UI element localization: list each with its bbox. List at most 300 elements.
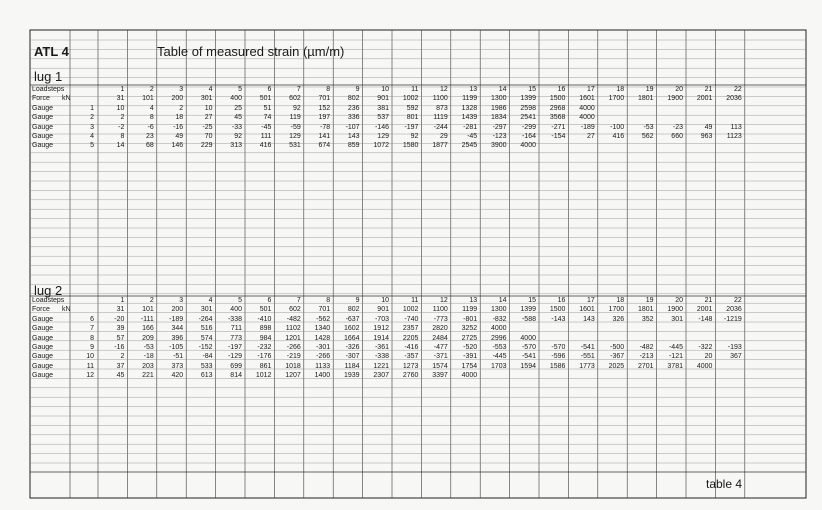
table-cell: 1439 [461,114,478,122]
table-cell: 1602 [344,325,360,333]
row-label: Loadsteps [32,297,65,304]
table-cell: -18 [143,353,154,361]
table-cell: 92 [410,133,419,140]
table-cell: 3252 [461,325,478,333]
table-cell: 1594 [520,362,536,370]
table-cell: -301 [316,344,331,351]
table-cell: -445 [668,344,683,351]
table-cell: -570 [551,344,566,351]
table-cell: 1700 [608,306,625,314]
table-cell: -176 [257,353,272,361]
sheet-id: ATL 4 [34,44,69,59]
row-label: Gauge [32,353,54,361]
table-cell: 701 [318,95,331,103]
table-cell: 92 [292,104,301,112]
table-cell: -45 [467,133,478,140]
table-cell: -53 [143,344,154,351]
table-cell: -271 [551,123,566,131]
table-cell: 814 [230,372,242,380]
table-cell: 1300 [491,95,507,103]
table-cell: 2 [120,353,125,361]
table-cell: 2036 [726,306,742,314]
table-cell: -148 [698,315,713,323]
table-cell: 1801 [638,95,654,103]
table-cell: 2 [120,114,125,122]
table-cell: 859 [347,142,360,150]
table-cell: 9 [355,297,360,304]
table-cell: -53 [643,123,654,131]
table-cell: 200 [171,95,184,103]
table-cell: -189 [169,315,184,323]
table-cell: -264 [198,315,213,323]
table-cell: 336 [347,114,360,122]
table-cell: 1123 [726,133,742,140]
table-cell: 101 [142,306,154,314]
table-cell: 209 [142,334,154,342]
table-cell: 57 [116,334,125,342]
table-cell: -266 [316,353,331,361]
table-cell: 1002 [402,95,419,103]
table-cell: 2 [179,104,184,112]
table-cell: 2760 [402,372,419,380]
table-cell: 17 [586,86,595,93]
table-cell: 3 [179,86,184,93]
table-cell: 701 [318,306,331,314]
table-cell: 1 [120,297,125,304]
table-cell: 416 [612,133,625,140]
table-cell: 4000 [520,142,536,150]
table-cell: 2820 [432,325,448,333]
table-cell: -51 [173,353,184,361]
table-cell: -266 [286,344,301,351]
table-cell: 1574 [432,362,448,370]
section-heading: lug 2 [34,283,63,298]
table-cell: 1700 [608,95,625,103]
section-heading: lug 1 [34,69,63,84]
table-cell: 143 [347,133,360,140]
table-cell: -152 [198,344,213,351]
table-cell: -2 [118,123,125,131]
table-cell: -326 [345,344,360,351]
table-cell: 49 [704,123,713,131]
table-cell: 19 [645,297,654,304]
table-cell: 20 [675,297,683,304]
table-cell: -213 [639,353,654,361]
table-cell: 373 [171,362,184,370]
table-cell: 2 [149,297,154,304]
table-cell: 4000 [579,114,595,122]
table-cell: 2 [149,86,154,93]
table-cell: 113 [730,123,742,131]
gauge-number: 6 [90,315,94,323]
table-cell: 1801 [638,306,654,314]
table-cell: 4 [208,86,213,93]
table-cell: 1100 [432,306,448,314]
table-cell: 1601 [579,306,595,314]
table-cell: 4000 [579,104,595,112]
table-cell: -45 [261,123,272,131]
table-cell: 8 [120,133,125,140]
table-cell: 1834 [491,114,507,122]
table-cell: -801 [463,315,478,323]
row-label: Gauge [32,372,54,380]
table-cell: -500 [610,344,625,351]
table-cell: 10 [381,86,389,93]
table-cell: 1586 [549,362,566,370]
gauge-number: 11 [86,362,94,370]
table-cell: 1273 [402,362,419,370]
table-cell: 301 [200,306,213,314]
table-cell: 10 [381,297,389,304]
table-cell: 313 [230,142,242,150]
table-cell: 49 [175,133,184,140]
table-cell: 20 [704,353,713,361]
gauge-number: 4 [90,133,94,140]
table-cell: 31 [116,306,125,314]
table-cell: 537 [377,114,389,122]
table-cell: 2968 [549,104,566,112]
table-cell: 773 [230,334,242,342]
table-cell: -111 [140,315,154,323]
table-cell: -562 [316,315,331,323]
table-cell: 92 [234,133,242,140]
table-cell: 166 [142,325,154,333]
table-cell: 301 [200,95,213,103]
table-cell: -637 [345,315,360,323]
gauge-number: 9 [90,344,94,351]
table-cell: 1773 [579,362,595,370]
table-cell: 592 [406,104,419,112]
table-cell: 4000 [461,372,478,380]
table-cell: 301 [671,315,683,323]
table-cell: -391 [463,353,478,361]
gauge-number: 5 [90,142,94,150]
table-cell: 613 [200,372,213,380]
table-caption: table 4 [706,477,743,491]
table-cell: 2025 [608,362,625,370]
table-cell: 381 [377,104,389,112]
table-cell: 1580 [402,142,419,150]
table-cell: 45 [116,372,125,380]
table-cell: 21 [704,297,713,304]
table-cell: -84 [202,353,213,361]
table-cell: 15 [528,86,536,93]
table-cell: 1914 [373,334,389,342]
table-cell: 11 [411,297,419,304]
table-cell: 516 [200,325,213,333]
table-cell: 45 [234,114,242,122]
table-cell: 963 [700,133,713,140]
table-cell: -59 [290,123,301,131]
table-cell: 3900 [491,142,507,150]
table-cell: 1428 [314,334,331,342]
table-cell: 1328 [461,104,478,112]
table-cell: -197 [404,123,419,131]
gauge-number: 12 [86,372,94,380]
table-cell: 1102 [285,325,301,333]
row-label: Force [32,306,50,314]
row-label: Gauge [32,104,54,112]
table-cell: -338 [227,315,242,323]
table-cell: -25 [202,123,213,131]
gauge-number: 3 [90,123,94,131]
table-cell: -16 [173,123,184,131]
table-cell: 16 [557,86,566,93]
table-cell: 1939 [344,372,360,380]
table-cell: 14 [498,86,507,93]
table-cell: 18 [616,297,625,304]
table-cell: -541 [521,353,536,361]
table-cell: 70 [204,133,213,140]
table-cell: 5 [238,297,242,304]
table-cell: -33 [231,123,242,131]
table-cell: 101 [142,95,154,103]
table-cell: 20 [675,86,683,93]
table-cell: 901 [377,95,389,103]
table-cell: 344 [171,325,184,333]
table-cell: 873 [436,104,448,112]
table-cell: 22 [733,86,742,93]
table-cell: 2541 [520,114,536,122]
table-cell: -16 [114,344,125,351]
table-cell: 1201 [285,334,301,342]
table-cell: -23 [672,123,683,131]
table-cell: -551 [580,353,595,361]
table-cell: 7 [296,86,301,93]
table-cell: 1018 [285,362,301,370]
table-cell: 1986 [491,104,507,112]
table-cell: 152 [318,104,331,112]
table-cell: -143 [551,315,566,323]
table-cell: 141 [318,133,331,140]
table-cell: 68 [145,142,154,150]
table-cell: 1012 [255,372,272,380]
table-cell: 13 [469,297,478,304]
table-cell: 1184 [344,362,360,370]
table-cell: 1900 [667,306,683,314]
table-cell: -121 [668,353,683,361]
table-cell: 2205 [402,334,419,342]
table-cell: 23 [145,133,154,140]
table-cell: 2357 [402,325,419,333]
table-cell: 352 [641,315,654,323]
table-cell: 400 [230,95,242,103]
table-cell: 14 [116,142,125,150]
table-cell: 19 [645,86,654,93]
table-cell: 14 [498,297,507,304]
table-cell: 1221 [373,362,389,370]
gauge-number: 2 [90,114,94,122]
table-cell: 420 [171,372,184,380]
table-cell: -154 [551,133,566,140]
table-cell: -281 [463,123,478,131]
table-cell: 6 [267,86,272,93]
gauge-number: 1 [90,104,94,112]
table-cell: -123 [492,133,507,140]
table-cell: 2001 [696,306,713,314]
row-label: Gauge [32,123,54,131]
table-cell: -129 [227,353,242,361]
table-cell: -541 [580,344,595,351]
table-cell: 17 [586,297,595,304]
table-cell: 2701 [638,362,654,370]
table-cell: 802 [347,306,360,314]
table-cell: 18 [175,114,184,122]
table-cell: 326 [612,315,625,323]
table-cell: 802 [347,95,360,103]
table-cell: 367 [730,353,742,361]
table-cell: 10 [204,104,213,112]
row-label: Gauge [32,133,54,140]
row-label: Gauge [32,362,54,370]
table-cell: -773 [433,315,448,323]
table-cell: 1664 [344,334,360,342]
table-cell: 1100 [432,95,448,103]
table-cell: -107 [345,123,360,131]
table-cell: 11 [411,86,419,93]
table-cell: 236 [347,104,360,112]
row-unit: kN [62,95,71,103]
table-cell: 1133 [315,362,331,370]
table-cell: 229 [200,142,213,150]
row-label: Gauge [32,315,54,323]
table-cell: 1703 [491,362,507,370]
table-cell: -244 [433,123,448,131]
table-cell: 15 [528,297,536,304]
table-cell: -371 [433,353,448,361]
table-cell: 4000 [696,362,713,370]
table-cell: 37 [116,362,125,370]
table-cell: 660 [671,133,683,140]
table-cell: 1500 [549,306,566,314]
row-label: Gauge [32,142,54,150]
table-cell: 898 [259,325,272,333]
table-cell: 1207 [285,372,301,380]
table-cell: 8 [326,86,331,93]
table-cell: 2598 [520,104,536,112]
page-title: Table of measured strain (µm/m) [157,44,345,59]
table-cell: 25 [234,104,242,112]
table-cell: -193 [727,344,742,351]
table-cell: 1912 [373,325,389,333]
table-cell: 2725 [461,334,478,342]
table-cell: 400 [230,306,242,314]
row-label: Gauge [32,334,54,342]
table-cell: 6 [267,297,272,304]
table-cell: -189 [580,123,595,131]
table-cell: 1002 [402,306,419,314]
table-cell: -338 [374,353,389,361]
table-cell: 861 [259,362,272,370]
table-cell: 27 [586,133,595,140]
gauge-number: 10 [86,353,94,361]
row-label: Gauge [32,114,54,122]
table-cell: 3397 [432,372,448,380]
table-cell: -361 [374,344,389,351]
table-cell: 74 [263,114,272,122]
table-cell: -307 [345,353,360,361]
table-cell: -520 [463,344,478,351]
table-cell: -299 [521,123,536,131]
table-cell: 1399 [520,306,536,314]
table-cell: 8 [326,297,331,304]
table-cell: -740 [404,315,419,323]
table-cell: 562 [641,133,654,140]
table-cell: -596 [551,353,566,361]
table-cell: 4 [208,297,213,304]
table-cell: 1 [120,86,125,93]
table-cell: 200 [171,306,184,314]
table-cell: 1199 [462,95,478,103]
table-cell: 21 [704,86,713,93]
table-cell: 531 [289,142,301,150]
row-label: Gauge [32,344,54,351]
table-cell: 39 [116,325,125,333]
table-cell: 51 [263,104,272,112]
gauge-number: 8 [90,334,94,342]
table-cell: 501 [259,306,272,314]
table-cell: 1399 [520,95,536,103]
table-cell: -197 [227,344,242,351]
table-cell: -482 [639,344,654,351]
table-cell: 143 [583,315,595,323]
table-cell: 129 [377,133,389,140]
table-cell: -703 [374,315,389,323]
table-cell: 1072 [373,142,389,150]
table-cell: 5 [238,86,242,93]
table-cell: -553 [492,344,507,351]
table-cell: 984 [259,334,272,342]
table-cell: -219 [286,353,301,361]
table-cell: 501 [259,95,272,103]
table-cell: 3781 [667,362,683,370]
table-cell: -105 [169,344,184,351]
table-cell: 221 [142,372,154,380]
table-cell: 29 [439,133,448,140]
table-cell: -367 [610,353,625,361]
row-label: Loadsteps [32,86,65,93]
table-cell: -78 [320,123,331,131]
table-cell: -445 [492,353,507,361]
table-cell: 416 [259,142,272,150]
table-cell: 146 [171,142,184,150]
table-cell: -1219 [723,315,742,323]
table-cell: -20 [114,315,125,323]
table-cell: 10 [116,104,125,112]
table-cell: 1340 [314,325,331,333]
table-cell: 901 [377,306,389,314]
table-cell: 197 [318,114,331,122]
table-cell: 4000 [520,334,536,342]
table-cell: 4000 [491,325,507,333]
table-cell: 1601 [579,95,595,103]
table-cell: 1754 [461,362,478,370]
table-cell: 3568 [549,114,566,122]
row-label: Gauge [32,325,54,333]
table-cell: 1400 [314,372,331,380]
table-cell: 3 [179,297,184,304]
table-cell: 801 [406,114,419,122]
table-cell: -146 [374,123,389,131]
table-cell: 711 [230,325,242,333]
table-cell: 1199 [462,306,478,314]
table-cell: 533 [200,362,213,370]
table-cell: 13 [469,86,478,93]
table-cell: 22 [733,297,742,304]
table-cell: 203 [142,362,154,370]
table-cell: -482 [286,315,301,323]
table-cell: 1500 [549,95,566,103]
